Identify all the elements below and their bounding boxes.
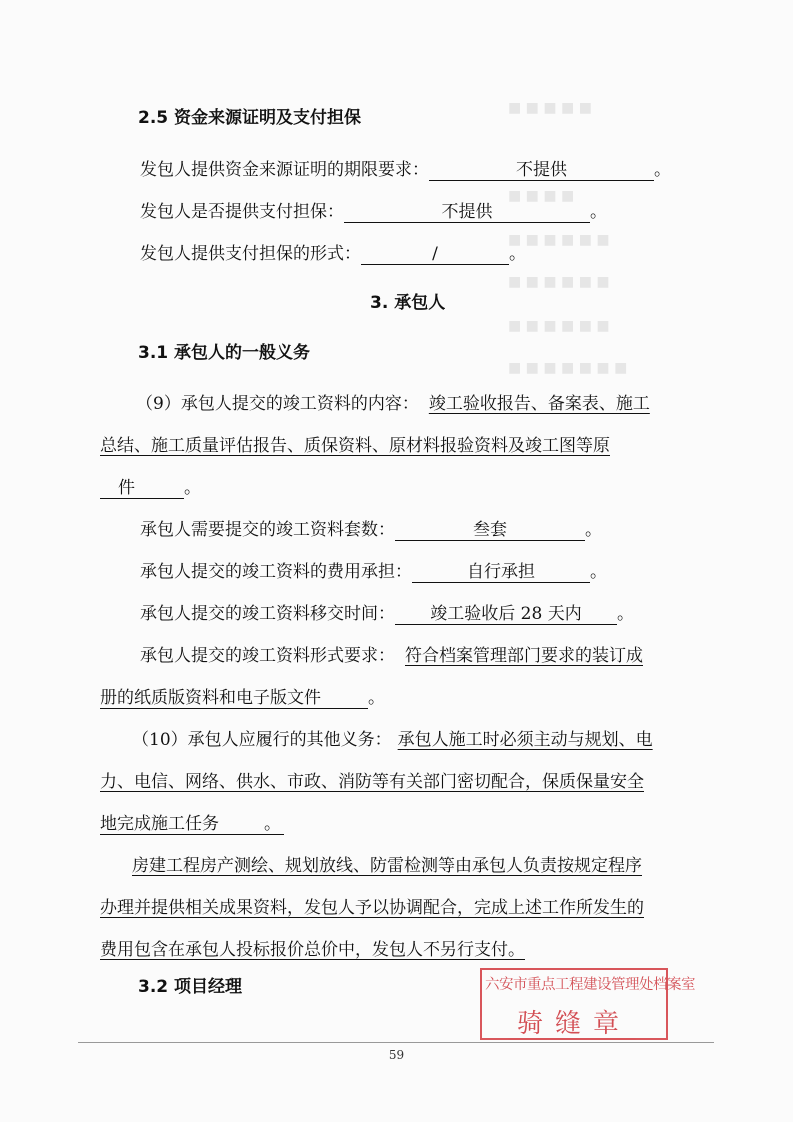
seam-seal-stamp bbox=[480, 968, 695, 1040]
funding-proof-line bbox=[140, 160, 671, 181]
docs-handover-time-value: 竣工验收后 28 天内 bbox=[395, 604, 617, 625]
completion-docs-content-value: 件 bbox=[100, 478, 184, 499]
section-3-heading-text: 3. 承包人 bbox=[370, 293, 446, 313]
guarantee-form-line bbox=[140, 244, 526, 265]
line-end-mark: 。 bbox=[585, 520, 602, 540]
funding-proof-value: 不提供 bbox=[429, 160, 654, 181]
line-end-mark: 。 bbox=[617, 604, 634, 624]
bleed-through-text: ■ ■ ■ ■ ■ bbox=[508, 100, 592, 116]
docs-cost-label: 承包人提交的竣工资料的费用承担： bbox=[140, 562, 412, 582]
footer-rule bbox=[78, 1042, 714, 1043]
docs-form-label: 承包人提交的竣工资料形式要求： bbox=[140, 646, 395, 666]
docs-form-line-2 bbox=[100, 688, 385, 709]
survey-paragraph-line-1 bbox=[132, 856, 642, 876]
completion-docs-content-value: 竣工验收报告、备案表、施工 bbox=[428, 394, 650, 414]
completion-docs-content-line-3 bbox=[100, 478, 201, 499]
docs-cost-line bbox=[140, 562, 607, 583]
docs-sets-line bbox=[140, 520, 602, 541]
survey-paragraph-line-3 bbox=[100, 940, 525, 960]
stamp-seal-text: 骑缝章 bbox=[516, 1009, 631, 1039]
page-number: 59 bbox=[388, 1048, 405, 1062]
line-end-mark: 。 bbox=[184, 478, 201, 498]
other-obligations-value: 承包人施工时必须主动与规划、电 bbox=[397, 730, 653, 750]
section-3-heading bbox=[370, 293, 445, 313]
docs-handover-time-label: 承包人提交的竣工资料移交时间： bbox=[140, 604, 395, 624]
completion-docs-content-value: 总结、施工质量评估报告、质保资料、原材料报验资料及竣工图等原 bbox=[100, 436, 610, 456]
other-obligations-value: 力、电信、网络、供水、市政、消防等有关部门密切配合，保质保量安全 bbox=[100, 772, 644, 792]
line-end-mark: 。 bbox=[264, 814, 284, 835]
docs-handover-time-line bbox=[140, 604, 634, 625]
other-obligations-value: 地完成施工任务 bbox=[100, 814, 264, 835]
bleed-through-text: ■ ■ ■ ■ ■ ■ bbox=[508, 274, 610, 290]
line-end-mark: 。 bbox=[509, 244, 526, 264]
survey-paragraph-text: 费用包含在承包人投标报价总价中，发包人不另行支付。 bbox=[100, 940, 525, 960]
bleed-through-text: ■ ■ ■ ■ ■ ■ bbox=[508, 232, 610, 248]
completion-docs-content-line-2 bbox=[100, 436, 610, 456]
docs-sets-value: 叁套 bbox=[395, 520, 585, 541]
line-end-mark: 。 bbox=[590, 202, 607, 222]
line-end-mark: 。 bbox=[654, 160, 671, 180]
docs-form-value: 符合档案管理部门要求的装订成 bbox=[405, 646, 643, 666]
other-obligations-line-1 bbox=[132, 730, 653, 750]
docs-cost-value: 自行承担 bbox=[412, 562, 590, 583]
docs-sets-label: 承包人需要提交的竣工资料套数： bbox=[140, 520, 395, 540]
line-end-mark: 。 bbox=[590, 562, 607, 582]
guarantee-form-label: 发包人提供支付担保的形式： bbox=[140, 244, 361, 264]
section-3-2-heading: 3.2 项目经理 bbox=[138, 977, 243, 997]
other-obligations-line-3 bbox=[100, 814, 284, 835]
other-obligations-line-2 bbox=[100, 772, 644, 792]
guarantee-form-value: / bbox=[361, 244, 509, 265]
bleed-through-text: ■ ■ ■ ■ ■ ■ bbox=[508, 318, 610, 334]
completion-docs-content-label: （9）承包人提交的竣工资料的内容： bbox=[136, 394, 419, 414]
payment-guarantee-label: 发包人是否提供支付担保： bbox=[140, 202, 344, 222]
completion-docs-content-line-1 bbox=[136, 394, 650, 414]
section-3-1-heading: 3.1 承包人的一般义务 bbox=[138, 343, 311, 363]
docs-form-line-1 bbox=[140, 646, 643, 666]
funding-proof-label: 发包人提供资金来源证明的期限要求： bbox=[140, 160, 429, 180]
payment-guarantee-line bbox=[140, 202, 607, 223]
payment-guarantee-value: 不提供 bbox=[344, 202, 590, 223]
docs-form-value: 册的纸质版资料和电子版文件 bbox=[100, 688, 368, 709]
other-obligations-label: （10）承包人应履行的其他义务： bbox=[132, 730, 392, 750]
survey-paragraph-line-2 bbox=[100, 898, 644, 918]
survey-paragraph-text: 房建工程房产测绘、规划放线、防雷检测等由承包人负责按规定程序 bbox=[132, 856, 642, 876]
section-2-5-heading: 2.5 资金来源证明及支付担保 bbox=[138, 108, 362, 128]
survey-paragraph-text: 办理并提供相关成果资料，发包人予以协调配合，完成上述工作所发生的 bbox=[100, 898, 644, 918]
bleed-through-text: ■ ■ ■ ■ ■ ■ ■ bbox=[508, 360, 628, 376]
bleed-through-text: ■ ■ ■ ■ bbox=[508, 188, 575, 204]
stamp-org-text: 六安市重点工程建设管理处档案室 bbox=[485, 977, 695, 993]
line-end-mark: 。 bbox=[368, 688, 385, 708]
